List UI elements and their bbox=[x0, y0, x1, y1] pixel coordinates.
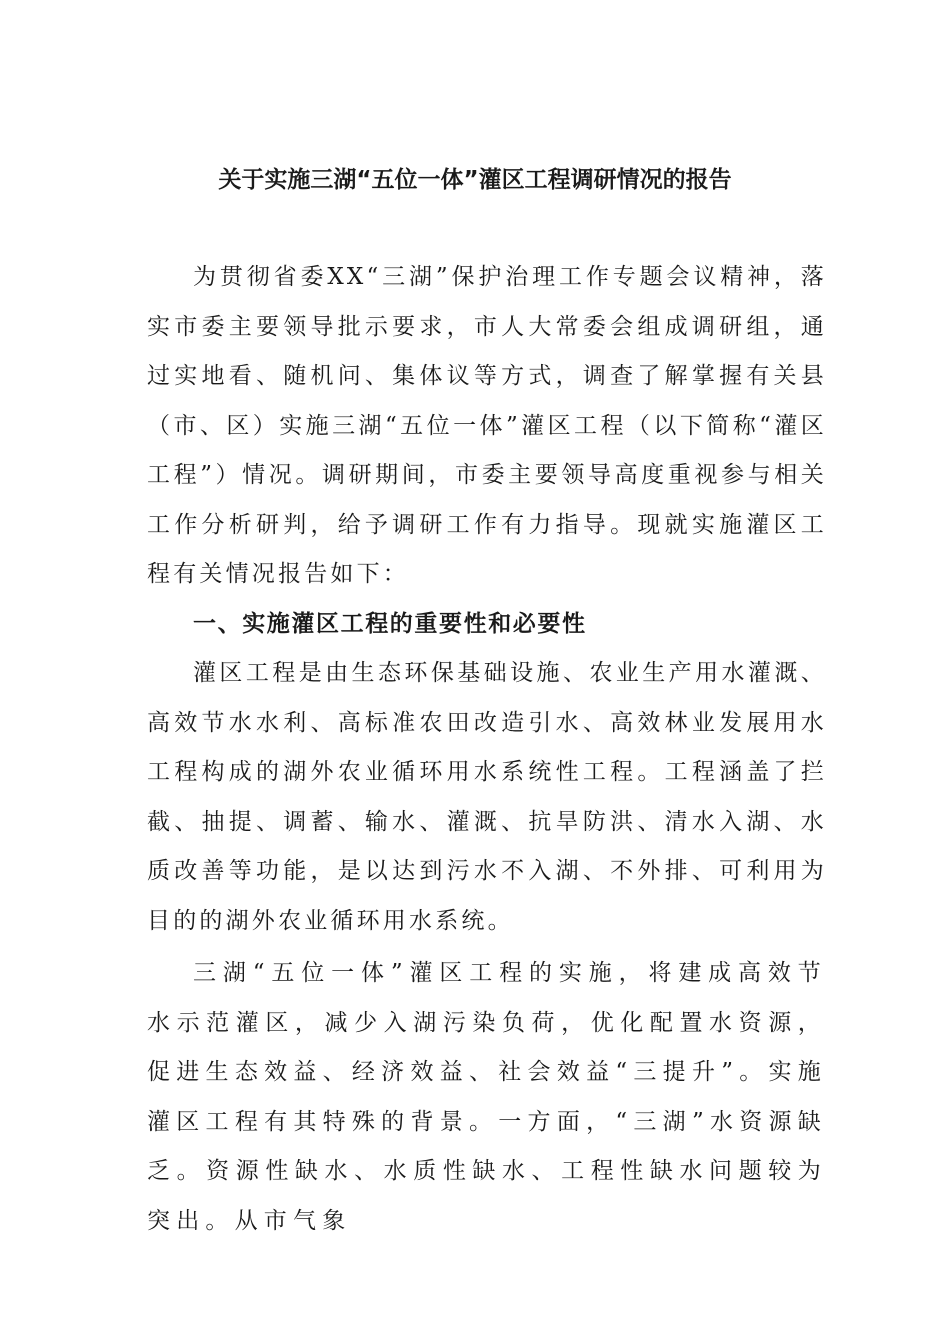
section-1-paragraph-2: 三湖“五位一体”灌区工程的实施，将建成高效节水示范灌区，减少入湖污染负荷，优化配置水资源，促进生态效益、经济效益、社会效益“三提升”。实施灌区工程有其特殊的背景。一方面，“三湖”水资源缺乏。资源性缺水、水质性缺水、工程性缺水问题较为突出。从市气象 bbox=[147, 960, 827, 1234]
document-body bbox=[147, 253, 827, 1246]
section-1-paragraph-1: 灌区工程是由生态环保基础设施、农业生产用水灌溉、高效节水水利、高标准农田改造引水、高效林业发展用水工程构成的湖外农业循环用水系统性工程。工程涵盖了拦截、抽提、调蓄、输水、灌溉、抗旱防洪、清水入湖、水质改善等功能，是以达到污水不入湖、不外排、可利用为目的的湖外农业循环用水系统。 bbox=[147, 660, 827, 934]
intro-paragraph: 为贯彻省委XX“三湖”保护治理工作专题会议精神，落实市委主要领导批示要求，市人大常委会组成调研组，通过实地看、随机问、集体议等方式，调查了解掌握有关县（市、区）实施三湖“五位一体”灌区工程（以下简称“灌区工程”）情况。调研期间，市委主要领导高度重视参与相关工作分析研判，给予调研工作有力指导。现就实施灌区工程有关情况报告如下： bbox=[147, 264, 827, 587]
section-heading-1: 一、实施灌区工程的重要性和必要性 bbox=[193, 610, 587, 637]
document-title: 关于实施三湖“五位一体”灌区工程调研情况的报告 bbox=[218, 167, 732, 193]
